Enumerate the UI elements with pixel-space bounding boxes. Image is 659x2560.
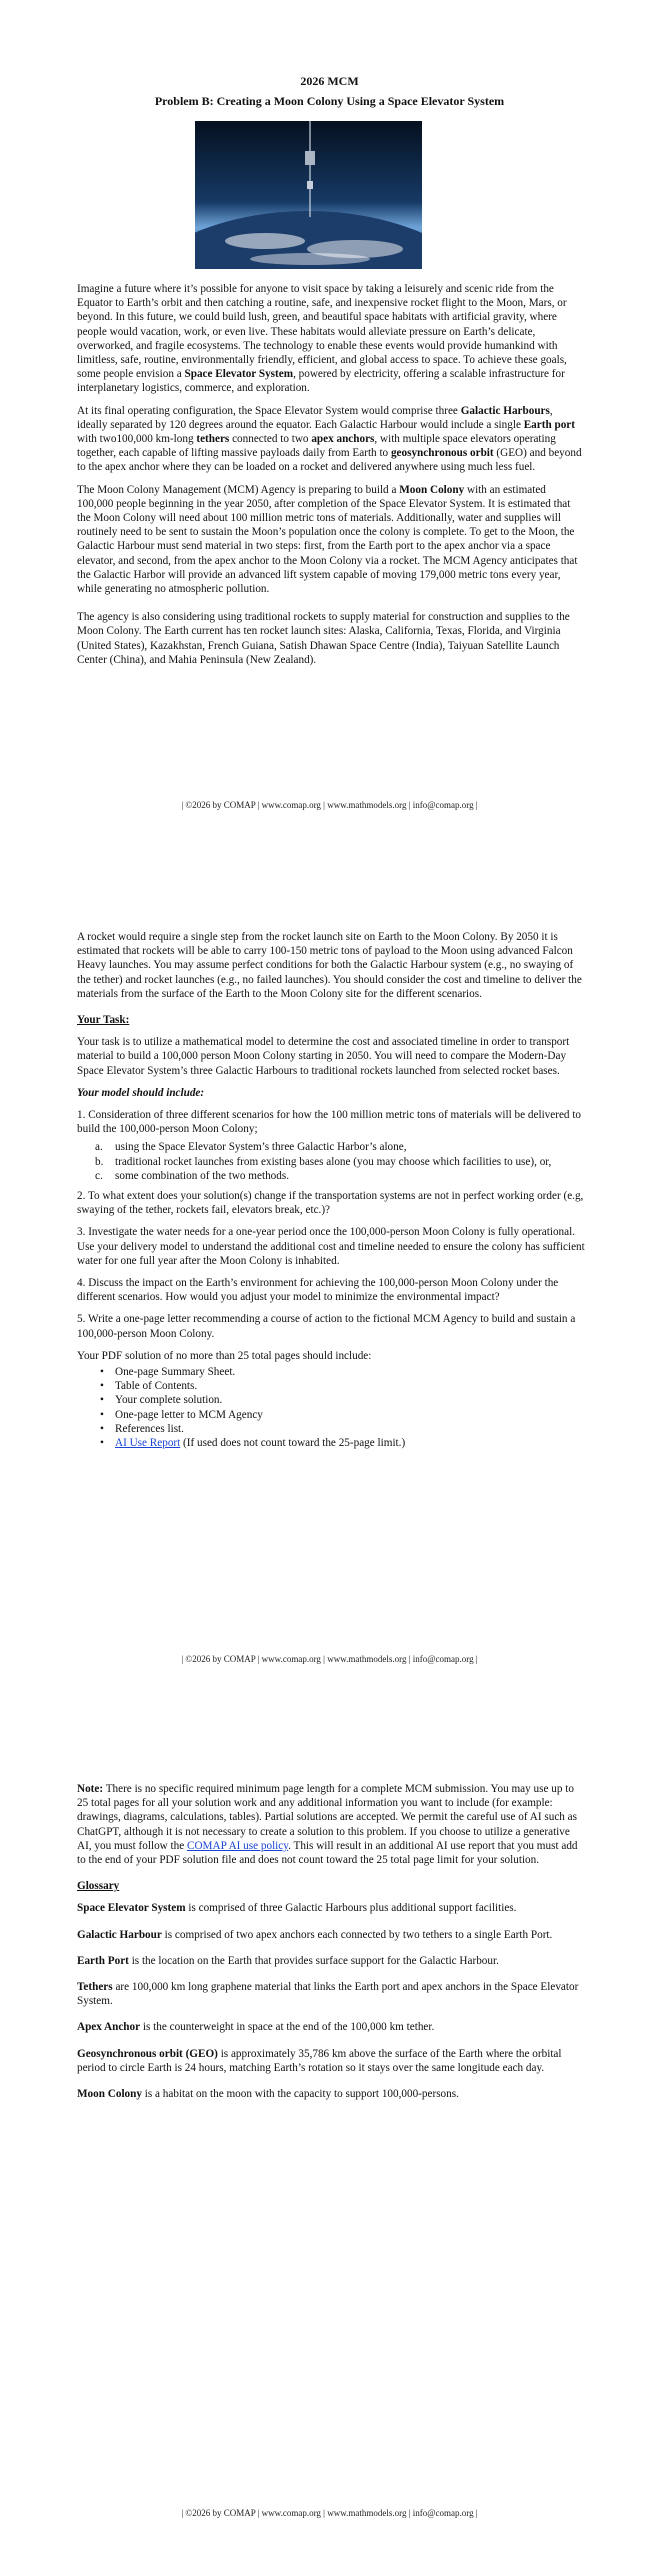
scenario-list bbox=[77, 1140, 585, 1183]
list-item: • AI Use Report (If used does not count toward the 25-page limit.) bbox=[100, 1437, 406, 1450]
question-4: 4. Discuss the impact on the Earth’s environment for achieving the 100,000-person Moon Colony under the different scenarios. How would you adjust your model to minimize the environmental impact? bbox=[77, 1277, 559, 1304]
intro-paragraph bbox=[77, 282, 585, 396]
your-task-paragraph: Your task is to utilize a mathematical model to determine the cost and associated timeline in order to transport material to build a 100,000 person Moon Colony starting in 2050. You will need to compare the Modern-Day Space Elevator System’s three Galactic Harbours to traditional rockets launched from selected rocket bases. bbox=[77, 1036, 570, 1077]
question-1: 1. Consideration of three different scenarios for how the 100 million metric tons of materials will be delivered to build the 100,000-person Moon Colony; bbox=[77, 1109, 582, 1136]
earth-orbit-illustration bbox=[195, 121, 422, 269]
problem-title: Problem B: Creating a Moon Colony Using a Space Elevator System bbox=[154, 94, 505, 108]
question-2: 2. To what extent does your solution(s) change if the transportation systems are not in perfect working order (e.g, swaying of the tether, rockets fail, elevators break, etc.)? bbox=[77, 1190, 584, 1217]
space-elevator-image bbox=[195, 121, 422, 269]
intro-text-end: , powered by electricity, offering a scalable infrastructure for interplanetary logistics, commerce, and exploration. bbox=[77, 368, 565, 395]
mcm-agency-paragraph: The Moon Colony Management (MCM) Agency is preparing to build a Moon Colony with an estimated 100,000 people beginning in the year 2050, after completion of the Space Elevator System. It is estimated that the Moon Colony will need about 100 million metric tons of materials. Additionally, water and supplies will routinely need to be sent to sustain the Moon’s population once the colony is complete. To get to the Moon, the Galactic Harbour must send material in two steps: first, from the Earth port to the apex anchor via a space elevator, and second, from the apex anchor to the Moon Colony via a rocket. The MCM Agency anticipates that the Galactic Harbor will provide an advanced lift system capable of moving 179,000 metric tons every year, while generating no atmospheric pollution. bbox=[77, 483, 578, 596]
scenario-item: b. traditional rocket launches from existing bases alone (you may choose which facilities to use), or, bbox=[95, 1155, 552, 1168]
glossary-entry: Galactic Harbour is comprised of two apex anchors each connected by two tethers to a single Earth Port. bbox=[77, 1928, 553, 1941]
glossary-heading: Glossary bbox=[77, 1880, 120, 1893]
list-item: • Your complete solution. bbox=[100, 1394, 223, 1407]
list-item: • References list. bbox=[100, 1422, 184, 1435]
configuration-paragraph: At its final operating configuration, the Space Elevator System would comprise three Galactic Harbours, ideally separated by 120 degrees around the equator. Each Galactic Harbour would include a single Earth port with two100,000 km-long tethers connected to two apex anchors, with multiple space elevators operating together, each capable of lifting massive payloads daily from Earth to geosynchronous orbit (GEO) and beyond to the apex anchor where they can be loaded on a rocket and delivered anywhere using much less fuel. bbox=[77, 404, 582, 474]
ai-policy-link[interactable]: COMAP AI use policy bbox=[187, 1839, 289, 1852]
list-item: • One-page letter to MCM Agency bbox=[100, 1408, 263, 1421]
glossary-entry: Moon Colony is a habitat on the moon with the capacity to support 100,000-persons. bbox=[77, 2088, 459, 2101]
rocket-paragraph: A rocket would require a single step from the rocket launch site on Earth to the Moon Colony. By 2050 it is estimated that rockets will be able to carry 100-150 metric tons of payload to the Moon using advanced Falcon Heavy launches. You may assume perfect conditions for both the Galactic Harbour system (e.g., no swaying of the tether) and rocket launches (e.g., no failed launches). You should consider the cost and timeline to deliver the materials from the surface of the Earth to the Moon Colony site for the different scenarios. bbox=[77, 931, 582, 1000]
document-year-title: 2026 MCM bbox=[300, 74, 359, 88]
your-task-heading: Your Task: bbox=[77, 1014, 130, 1027]
glossary-entry: Earth Port is the location on the Earth that provides surface support for the Galactic Harbour. bbox=[77, 1954, 499, 1967]
pdf-requirements-intro: Your PDF solution of no more than 25 total pages should include: bbox=[77, 1349, 372, 1362]
page2-body bbox=[77, 930, 585, 1456]
pdf-requirements-list bbox=[77, 1365, 585, 1450]
glossary-entry: Apex Anchor is the counterweight in space at the end of the 100,000 km tether. bbox=[77, 2021, 435, 2034]
page2-footer: | ©2026 by COMAP | www.comap.org | www.mathmodels.org | info@comap.org | bbox=[181, 1654, 478, 1664]
page1-footer: | ©2026 by COMAP | www.comap.org | www.mathmodels.org | info@comap.org | bbox=[181, 800, 478, 810]
page3-body bbox=[77, 1782, 585, 2113]
term-space-elevator-system: Space Elevator System bbox=[184, 368, 294, 381]
scenario-item: c. some combination of the two methods. bbox=[95, 1169, 290, 1182]
question-5: 5. Write a one-page letter recommending a course of action to the fictional MCM Agency to build and sustain a 100,000-person Moon Colony. bbox=[77, 1313, 576, 1340]
glossary-entry: Geosynchronous orbit (GEO) is approximately 35,786 km above the surface of the Earth where the orbital period to circle Earth is 24 hours, matching Earth’s rotation so it stays over the same longitude each day. bbox=[77, 2047, 562, 2074]
ai-use-report-link[interactable]: AI Use Report bbox=[115, 1437, 181, 1450]
rocket-sites-paragraph: The agency is also considering using traditional rockets to supply material for construction and supplies to the Moon Colony. The Earth current has ten rocket launch sites: Alaska, California, Texas, Florida, and Virginia (United States), Kazakhstan, French Guiana, Satish Dhawan Space Centre (India), Taiyuan Satellite Launch Center (China), and Mahia Peninsula (New Zealand). bbox=[77, 611, 570, 666]
page1-body bbox=[77, 282, 585, 675]
scenario-item: a. using the Space Elevator System’s three Galactic Harbor’s alone, bbox=[95, 1141, 407, 1154]
question-3: 3. Investigate the water needs for a one-year period once the 100,000-person Moon Colony is fully operational. Use your delivery model to understand the additional cost and timeline needed to ensure the colony has sufficient water for one full year after the Moon Colony is inhabited. bbox=[77, 1226, 585, 1267]
page3-footer: | ©2026 by COMAP | www.comap.org | www.mathmodels.org | info@comap.org | bbox=[181, 2508, 478, 2518]
glossary-entry: Space Elevator System is comprised of three Galactic Harbours plus additional support facilities. bbox=[77, 1902, 517, 1915]
note-paragraph: Note: There is no specific required minimum page length for a complete MCM submission. You may use up to 25 total pages for all your solution work and any additional information you want to include (for example: drawings, diagrams, calculations, tables). Partial solutions are accepted. We permit the careful use of AI such as ChatGPT, although it is not necessary to create a solution to this problem. If you choose to utilize a generative AI, you must follow the COMAP AI use policy. This will result in an additional AI use report that you must add to the end of your PDF solution file and does not count toward the 25 total page limit for your solution. bbox=[77, 1783, 578, 1867]
intro-text: Imagine a future where it’s possible for anyone to visit space by taking a leisurely and scenic ride from the Equator to Earth’s orbit and then catching a routine, safe, and inexpensive rocket flight to the Moon, Mars, or beyond. In this future, we could build lush, green, and beautiful space habitats with artificial gravity, where people would vacation, work, or even live. These habitats would alleviate pressure on Earth’s delicate, overworked, and fragile ecosystems. The technology to enable these events would provide humankind with limitless, safe, routine, environmentally friendly, efficient, and global access to space. To achieve these goals, some people envision a bbox=[77, 283, 567, 381]
list-item: • One-page Summary Sheet. bbox=[100, 1366, 236, 1379]
glossary-entry: Tethers are 100,000 km long graphene material that links the Earth port and apex anchors in the Space Elevator System. bbox=[77, 1981, 579, 2008]
model-requirements-heading: Your model should include: bbox=[77, 1086, 205, 1099]
list-item: • Table of Contents. bbox=[100, 1380, 198, 1393]
